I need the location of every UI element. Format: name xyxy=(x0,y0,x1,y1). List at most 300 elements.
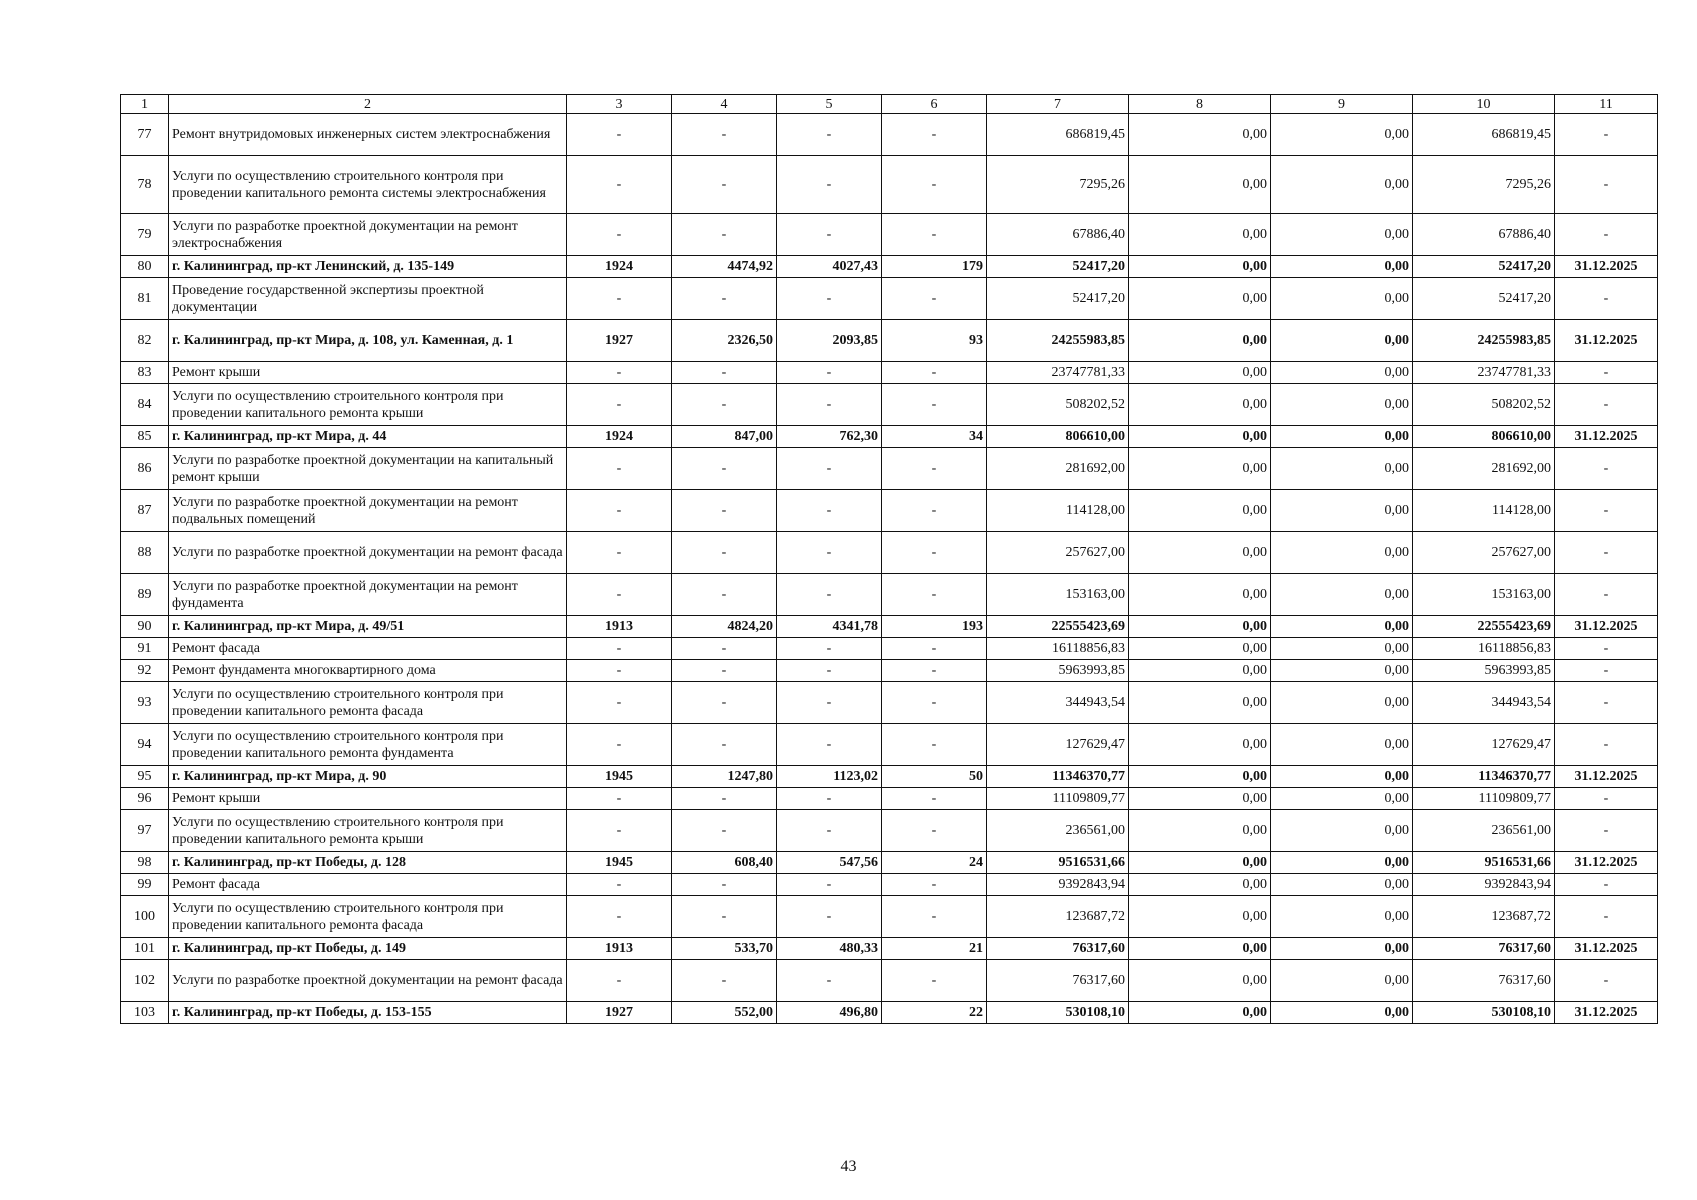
row-number-cell: 98 xyxy=(121,852,169,874)
col-10-cell: 806610,00 xyxy=(1413,426,1555,448)
col-8-cell: 0,00 xyxy=(1129,682,1271,724)
col-9-cell: 0,00 xyxy=(1271,362,1413,384)
col-6-cell: - xyxy=(882,214,987,256)
col-10-cell: 114128,00 xyxy=(1413,490,1555,532)
col-7-cell: 236561,00 xyxy=(987,810,1129,852)
col-7-cell: 16118856,83 xyxy=(987,638,1129,660)
col-6-cell: - xyxy=(882,362,987,384)
work-item-row xyxy=(121,156,1658,214)
col-5-cell: 1123,02 xyxy=(777,766,882,788)
col-7-cell: 23747781,33 xyxy=(987,362,1129,384)
col-3-cell: - xyxy=(567,896,672,938)
col-3-cell: 1927 xyxy=(567,1002,672,1024)
col-6-cell: - xyxy=(882,114,987,156)
col-9-cell: 0,00 xyxy=(1271,724,1413,766)
col-9-cell: 0,00 xyxy=(1271,256,1413,278)
col-11-cell: - xyxy=(1555,574,1658,616)
col-9-cell: 0,00 xyxy=(1271,852,1413,874)
col-9-cell: 0,00 xyxy=(1271,960,1413,1002)
work-item-row xyxy=(121,574,1658,616)
col-10-cell: 11109809,77 xyxy=(1413,788,1555,810)
col-4-cell: 2326,50 xyxy=(672,320,777,362)
col-3-cell: 1945 xyxy=(567,852,672,874)
col-10-cell: 686819,45 xyxy=(1413,114,1555,156)
col-5-cell: - xyxy=(777,214,882,256)
col-6-cell: - xyxy=(882,532,987,574)
description-cell: г. Калининград, пр-кт Мира, д. 90 xyxy=(169,766,567,788)
col-11-cell: - xyxy=(1555,448,1658,490)
work-item-row xyxy=(121,810,1658,852)
description-cell: г. Калининград, пр-кт Мира, д. 108, ул. Каменная, д. 1 xyxy=(169,320,567,362)
description-cell: Услуги по разработке проектной документации на ремонт фасада xyxy=(169,532,567,574)
col-11-cell: - xyxy=(1555,724,1658,766)
col-3-cell: 1924 xyxy=(567,256,672,278)
col-7-cell: 257627,00 xyxy=(987,532,1129,574)
col-3-cell: - xyxy=(567,490,672,532)
col-11-cell: 31.12.2025 xyxy=(1555,766,1658,788)
page-number: 43 xyxy=(840,1158,857,1175)
col-7-cell: 123687,72 xyxy=(987,896,1129,938)
row-number-cell: 86 xyxy=(121,448,169,490)
col-7-cell: 9516531,66 xyxy=(987,852,1129,874)
header-cell: 11 xyxy=(1555,95,1658,114)
col-9-cell: 0,00 xyxy=(1271,810,1413,852)
col-6-cell: - xyxy=(882,638,987,660)
col-8-cell: 0,00 xyxy=(1129,724,1271,766)
col-5-cell: - xyxy=(777,724,882,766)
description-cell: Ремонт фасада xyxy=(169,638,567,660)
col-6-cell: - xyxy=(882,874,987,896)
col-7-cell: 76317,60 xyxy=(987,938,1129,960)
work-item-row xyxy=(121,638,1658,660)
col-7-cell: 127629,47 xyxy=(987,724,1129,766)
col-4-cell: 4824,20 xyxy=(672,616,777,638)
row-number-cell: 88 xyxy=(121,532,169,574)
col-7-cell: 11346370,77 xyxy=(987,766,1129,788)
header-cell: 6 xyxy=(882,95,987,114)
col-6-cell: 179 xyxy=(882,256,987,278)
col-9-cell: 0,00 xyxy=(1271,874,1413,896)
col-6-cell: - xyxy=(882,960,987,1002)
col-8-cell: 0,00 xyxy=(1129,114,1271,156)
col-11-cell: - xyxy=(1555,156,1658,214)
col-6-cell: 50 xyxy=(882,766,987,788)
work-item-row xyxy=(121,384,1658,426)
col-7-cell: 114128,00 xyxy=(987,490,1129,532)
data-table xyxy=(120,94,1658,1024)
row-number-cell: 93 xyxy=(121,682,169,724)
col-11-cell: 31.12.2025 xyxy=(1555,320,1658,362)
col-8-cell: 0,00 xyxy=(1129,852,1271,874)
col-11-cell: - xyxy=(1555,788,1658,810)
col-5-cell: 480,33 xyxy=(777,938,882,960)
description-cell: Ремонт фасада xyxy=(169,874,567,896)
col-11-cell: - xyxy=(1555,490,1658,532)
col-6-cell: 22 xyxy=(882,1002,987,1024)
col-9-cell: 0,00 xyxy=(1271,384,1413,426)
col-4-cell: - xyxy=(672,682,777,724)
col-9-cell: 0,00 xyxy=(1271,1002,1413,1024)
col-6-cell: - xyxy=(882,660,987,682)
col-9-cell: 0,00 xyxy=(1271,574,1413,616)
row-number-cell: 89 xyxy=(121,574,169,616)
col-11-cell: 31.12.2025 xyxy=(1555,938,1658,960)
col-8-cell: 0,00 xyxy=(1129,426,1271,448)
col-4-cell: - xyxy=(672,574,777,616)
col-3-cell: 1924 xyxy=(567,426,672,448)
col-5-cell: 496,80 xyxy=(777,1002,882,1024)
col-10-cell: 257627,00 xyxy=(1413,532,1555,574)
col-4-cell: - xyxy=(672,156,777,214)
col-7-cell: 76317,60 xyxy=(987,960,1129,1002)
row-number-cell: 103 xyxy=(121,1002,169,1024)
col-11-cell: - xyxy=(1555,682,1658,724)
row-number-cell: 97 xyxy=(121,810,169,852)
col-11-cell: - xyxy=(1555,660,1658,682)
col-4-cell: - xyxy=(672,960,777,1002)
col-11-cell: 31.12.2025 xyxy=(1555,426,1658,448)
col-6-cell: - xyxy=(882,384,987,426)
col-3-cell: - xyxy=(567,448,672,490)
row-number-cell: 102 xyxy=(121,960,169,1002)
work-item-row xyxy=(121,490,1658,532)
col-10-cell: 153163,00 xyxy=(1413,574,1555,616)
col-4-cell: - xyxy=(672,114,777,156)
work-item-row xyxy=(121,896,1658,938)
col-4-cell: - xyxy=(672,532,777,574)
col-5-cell: 4027,43 xyxy=(777,256,882,278)
row-number-cell: 82 xyxy=(121,320,169,362)
description-cell: г. Калининград, пр-кт Мира, д. 44 xyxy=(169,426,567,448)
col-10-cell: 7295,26 xyxy=(1413,156,1555,214)
col-8-cell: 0,00 xyxy=(1129,214,1271,256)
col-4-cell: - xyxy=(672,724,777,766)
col-4-cell: - xyxy=(672,788,777,810)
col-3-cell: - xyxy=(567,384,672,426)
col-11-cell: - xyxy=(1555,638,1658,660)
col-4-cell: 847,00 xyxy=(672,426,777,448)
col-3-cell: - xyxy=(567,214,672,256)
col-3-cell: - xyxy=(567,682,672,724)
row-number-cell: 81 xyxy=(121,278,169,320)
col-8-cell: 0,00 xyxy=(1129,362,1271,384)
row-number-cell: 99 xyxy=(121,874,169,896)
col-9-cell: 0,00 xyxy=(1271,278,1413,320)
col-9-cell: 0,00 xyxy=(1271,490,1413,532)
description-cell: г. Калининград, пр-кт Победы, д. 153-155 xyxy=(169,1002,567,1024)
col-8-cell: 0,00 xyxy=(1129,384,1271,426)
col-8-cell: 0,00 xyxy=(1129,638,1271,660)
row-number-cell: 95 xyxy=(121,766,169,788)
col-3-cell: - xyxy=(567,810,672,852)
col-5-cell: - xyxy=(777,384,882,426)
row-number-cell: 100 xyxy=(121,896,169,938)
work-item-row xyxy=(121,660,1658,682)
address-row xyxy=(121,1002,1658,1024)
description-cell: Услуги по осуществлению строительного контроля при проведении капитального ремонта фундамента xyxy=(169,724,567,766)
col-5-cell: 547,56 xyxy=(777,852,882,874)
col-9-cell: 0,00 xyxy=(1271,214,1413,256)
col-4-cell: - xyxy=(672,278,777,320)
col-9-cell: 0,00 xyxy=(1271,448,1413,490)
col-4-cell: - xyxy=(672,896,777,938)
col-8-cell: 0,00 xyxy=(1129,320,1271,362)
col-3-cell: - xyxy=(567,638,672,660)
col-4-cell: 533,70 xyxy=(672,938,777,960)
col-8-cell: 0,00 xyxy=(1129,1002,1271,1024)
col-11-cell: - xyxy=(1555,114,1658,156)
col-7-cell: 344943,54 xyxy=(987,682,1129,724)
description-cell: г. Калининград, пр-кт Ленинский, д. 135-149 xyxy=(169,256,567,278)
col-10-cell: 67886,40 xyxy=(1413,214,1555,256)
col-10-cell: 281692,00 xyxy=(1413,448,1555,490)
col-3-cell: 1913 xyxy=(567,938,672,960)
col-8-cell: 0,00 xyxy=(1129,766,1271,788)
col-7-cell: 806610,00 xyxy=(987,426,1129,448)
col-5-cell: - xyxy=(777,874,882,896)
col-8-cell: 0,00 xyxy=(1129,490,1271,532)
row-number-cell: 77 xyxy=(121,114,169,156)
col-5-cell: - xyxy=(777,788,882,810)
col-6-cell: 193 xyxy=(882,616,987,638)
col-7-cell: 530108,10 xyxy=(987,1002,1129,1024)
col-4-cell: - xyxy=(672,810,777,852)
col-6-cell: 34 xyxy=(882,426,987,448)
row-number-cell: 92 xyxy=(121,660,169,682)
work-item-row xyxy=(121,788,1658,810)
col-3-cell: - xyxy=(567,874,672,896)
col-7-cell: 686819,45 xyxy=(987,114,1129,156)
col-11-cell: - xyxy=(1555,384,1658,426)
col-10-cell: 530108,10 xyxy=(1413,1002,1555,1024)
col-4-cell: - xyxy=(672,490,777,532)
header-cell: 4 xyxy=(672,95,777,114)
col-10-cell: 9516531,66 xyxy=(1413,852,1555,874)
col-10-cell: 76317,60 xyxy=(1413,960,1555,1002)
address-row xyxy=(121,938,1658,960)
col-3-cell: 1927 xyxy=(567,320,672,362)
col-9-cell: 0,00 xyxy=(1271,532,1413,574)
header-cell: 8 xyxy=(1129,95,1271,114)
col-11-cell: 31.12.2025 xyxy=(1555,852,1658,874)
col-5-cell: - xyxy=(777,960,882,1002)
col-10-cell: 127629,47 xyxy=(1413,724,1555,766)
col-4-cell: 4474,92 xyxy=(672,256,777,278)
row-number-cell: 85 xyxy=(121,426,169,448)
col-6-cell: 21 xyxy=(882,938,987,960)
col-11-cell: 31.12.2025 xyxy=(1555,256,1658,278)
col-9-cell: 0,00 xyxy=(1271,660,1413,682)
description-cell: Услуги по осуществлению строительного контроля при проведении капитального ремонта крыши xyxy=(169,384,567,426)
col-3-cell: - xyxy=(567,660,672,682)
col-7-cell: 52417,20 xyxy=(987,256,1129,278)
col-11-cell: - xyxy=(1555,874,1658,896)
col-11-cell: - xyxy=(1555,960,1658,1002)
col-7-cell: 5963993,85 xyxy=(987,660,1129,682)
col-9-cell: 0,00 xyxy=(1271,320,1413,362)
col-9-cell: 0,00 xyxy=(1271,114,1413,156)
col-9-cell: 0,00 xyxy=(1271,156,1413,214)
col-7-cell: 22555423,69 xyxy=(987,616,1129,638)
row-number-cell: 83 xyxy=(121,362,169,384)
col-10-cell: 76317,60 xyxy=(1413,938,1555,960)
col-8-cell: 0,00 xyxy=(1129,278,1271,320)
header-cell: 10 xyxy=(1413,95,1555,114)
col-11-cell: 31.12.2025 xyxy=(1555,616,1658,638)
col-11-cell: - xyxy=(1555,532,1658,574)
header-cell: 9 xyxy=(1271,95,1413,114)
col-8-cell: 0,00 xyxy=(1129,532,1271,574)
col-3-cell: - xyxy=(567,532,672,574)
col-4-cell: - xyxy=(672,448,777,490)
col-4-cell: - xyxy=(672,638,777,660)
description-cell: Услуги по разработке проектной документации на ремонт фундамента xyxy=(169,574,567,616)
col-3-cell: - xyxy=(567,724,672,766)
col-10-cell: 52417,20 xyxy=(1413,278,1555,320)
col-7-cell: 24255983,85 xyxy=(987,320,1129,362)
col-3-cell: - xyxy=(567,574,672,616)
col-6-cell: - xyxy=(882,788,987,810)
col-3-cell: - xyxy=(567,362,672,384)
col-5-cell: - xyxy=(777,638,882,660)
col-5-cell: - xyxy=(777,574,882,616)
col-8-cell: 0,00 xyxy=(1129,660,1271,682)
description-cell: Услуги по осуществлению строительного контроля при проведении капитального ремонта системы электроснабжения xyxy=(169,156,567,214)
header-cell: 7 xyxy=(987,95,1129,114)
col-10-cell: 508202,52 xyxy=(1413,384,1555,426)
work-item-row xyxy=(121,114,1658,156)
col-9-cell: 0,00 xyxy=(1271,682,1413,724)
address-row xyxy=(121,320,1658,362)
col-8-cell: 0,00 xyxy=(1129,448,1271,490)
col-5-cell: 762,30 xyxy=(777,426,882,448)
address-row xyxy=(121,616,1658,638)
col-3-cell: - xyxy=(567,114,672,156)
description-cell: г. Калининград, пр-кт Победы, д. 128 xyxy=(169,852,567,874)
col-9-cell: 0,00 xyxy=(1271,896,1413,938)
col-8-cell: 0,00 xyxy=(1129,938,1271,960)
header-cell: 5 xyxy=(777,95,882,114)
col-6-cell: - xyxy=(882,156,987,214)
col-11-cell: - xyxy=(1555,278,1658,320)
col-4-cell: - xyxy=(672,874,777,896)
col-6-cell: - xyxy=(882,682,987,724)
description-cell: Услуги по разработке проектной документации на ремонт электроснабжения xyxy=(169,214,567,256)
col-5-cell: - xyxy=(777,114,882,156)
col-3-cell: - xyxy=(567,156,672,214)
col-7-cell: 11109809,77 xyxy=(987,788,1129,810)
col-8-cell: 0,00 xyxy=(1129,616,1271,638)
col-8-cell: 0,00 xyxy=(1129,574,1271,616)
col-8-cell: 0,00 xyxy=(1129,256,1271,278)
col-3-cell: 1913 xyxy=(567,616,672,638)
col-5-cell: 4341,78 xyxy=(777,616,882,638)
work-item-row xyxy=(121,214,1658,256)
header-cell: 2 xyxy=(169,95,567,114)
address-row xyxy=(121,256,1658,278)
col-4-cell: - xyxy=(672,660,777,682)
work-item-row xyxy=(121,362,1658,384)
col-11-cell: - xyxy=(1555,810,1658,852)
col-6-cell: - xyxy=(882,896,987,938)
col-7-cell: 9392843,94 xyxy=(987,874,1129,896)
col-5-cell: - xyxy=(777,490,882,532)
col-8-cell: 0,00 xyxy=(1129,896,1271,938)
col-6-cell: 24 xyxy=(882,852,987,874)
header-cell: 1 xyxy=(121,95,169,114)
col-11-cell: 31.12.2025 xyxy=(1555,1002,1658,1024)
address-row xyxy=(121,426,1658,448)
description-cell: Услуги по разработке проектной документации на ремонт фасада xyxy=(169,960,567,1002)
col-3-cell: - xyxy=(567,278,672,320)
description-cell: Ремонт фундамента многоквартирного дома xyxy=(169,660,567,682)
col-10-cell: 11346370,77 xyxy=(1413,766,1555,788)
description-cell: Услуги по разработке проектной документации на капитальный ремонт крыши xyxy=(169,448,567,490)
address-row xyxy=(121,852,1658,874)
description-cell: Услуги по осуществлению строительного контроля при проведении капитального ремонта фасада xyxy=(169,682,567,724)
col-3-cell: 1945 xyxy=(567,766,672,788)
col-5-cell: - xyxy=(777,896,882,938)
row-number-cell: 90 xyxy=(121,616,169,638)
row-number-cell: 101 xyxy=(121,938,169,960)
row-number-cell: 78 xyxy=(121,156,169,214)
description-cell: г. Калининград, пр-кт Победы, д. 149 xyxy=(169,938,567,960)
col-7-cell: 7295,26 xyxy=(987,156,1129,214)
col-4-cell: - xyxy=(672,362,777,384)
row-number-cell: 80 xyxy=(121,256,169,278)
description-cell: г. Калининград, пр-кт Мира, д. 49/51 xyxy=(169,616,567,638)
col-6-cell: - xyxy=(882,490,987,532)
row-number-cell: 96 xyxy=(121,788,169,810)
col-5-cell: - xyxy=(777,532,882,574)
col-10-cell: 16118856,83 xyxy=(1413,638,1555,660)
col-5-cell: - xyxy=(777,362,882,384)
work-item-row xyxy=(121,874,1658,896)
col-6-cell: - xyxy=(882,574,987,616)
work-item-row xyxy=(121,960,1658,1002)
col-7-cell: 52417,20 xyxy=(987,278,1129,320)
col-4-cell: 552,00 xyxy=(672,1002,777,1024)
col-7-cell: 508202,52 xyxy=(987,384,1129,426)
col-9-cell: 0,00 xyxy=(1271,616,1413,638)
row-number-cell: 91 xyxy=(121,638,169,660)
description-cell: Услуги по разработке проектной документации на ремонт подвальных помещений xyxy=(169,490,567,532)
col-10-cell: 23747781,33 xyxy=(1413,362,1555,384)
col-6-cell: - xyxy=(882,448,987,490)
col-3-cell: - xyxy=(567,788,672,810)
description-cell: Проведение государственной экспертизы проектной документации xyxy=(169,278,567,320)
col-11-cell: - xyxy=(1555,896,1658,938)
description-cell: Ремонт крыши xyxy=(169,788,567,810)
col-5-cell: - xyxy=(777,448,882,490)
col-10-cell: 123687,72 xyxy=(1413,896,1555,938)
col-11-cell: - xyxy=(1555,214,1658,256)
work-item-row xyxy=(121,532,1658,574)
col-10-cell: 9392843,94 xyxy=(1413,874,1555,896)
col-5-cell: - xyxy=(777,156,882,214)
col-10-cell: 52417,20 xyxy=(1413,256,1555,278)
col-4-cell: - xyxy=(672,214,777,256)
col-8-cell: 0,00 xyxy=(1129,960,1271,1002)
col-4-cell: 1247,80 xyxy=(672,766,777,788)
description-cell: Услуги по осуществлению строительного контроля при проведении капитального ремонта фасада xyxy=(169,896,567,938)
col-10-cell: 22555423,69 xyxy=(1413,616,1555,638)
description-cell: Услуги по осуществлению строительного контроля при проведении капитального ремонта крыши xyxy=(169,810,567,852)
col-10-cell: 24255983,85 xyxy=(1413,320,1555,362)
column-number-header xyxy=(121,95,1658,114)
col-10-cell: 344943,54 xyxy=(1413,682,1555,724)
row-number-cell: 87 xyxy=(121,490,169,532)
